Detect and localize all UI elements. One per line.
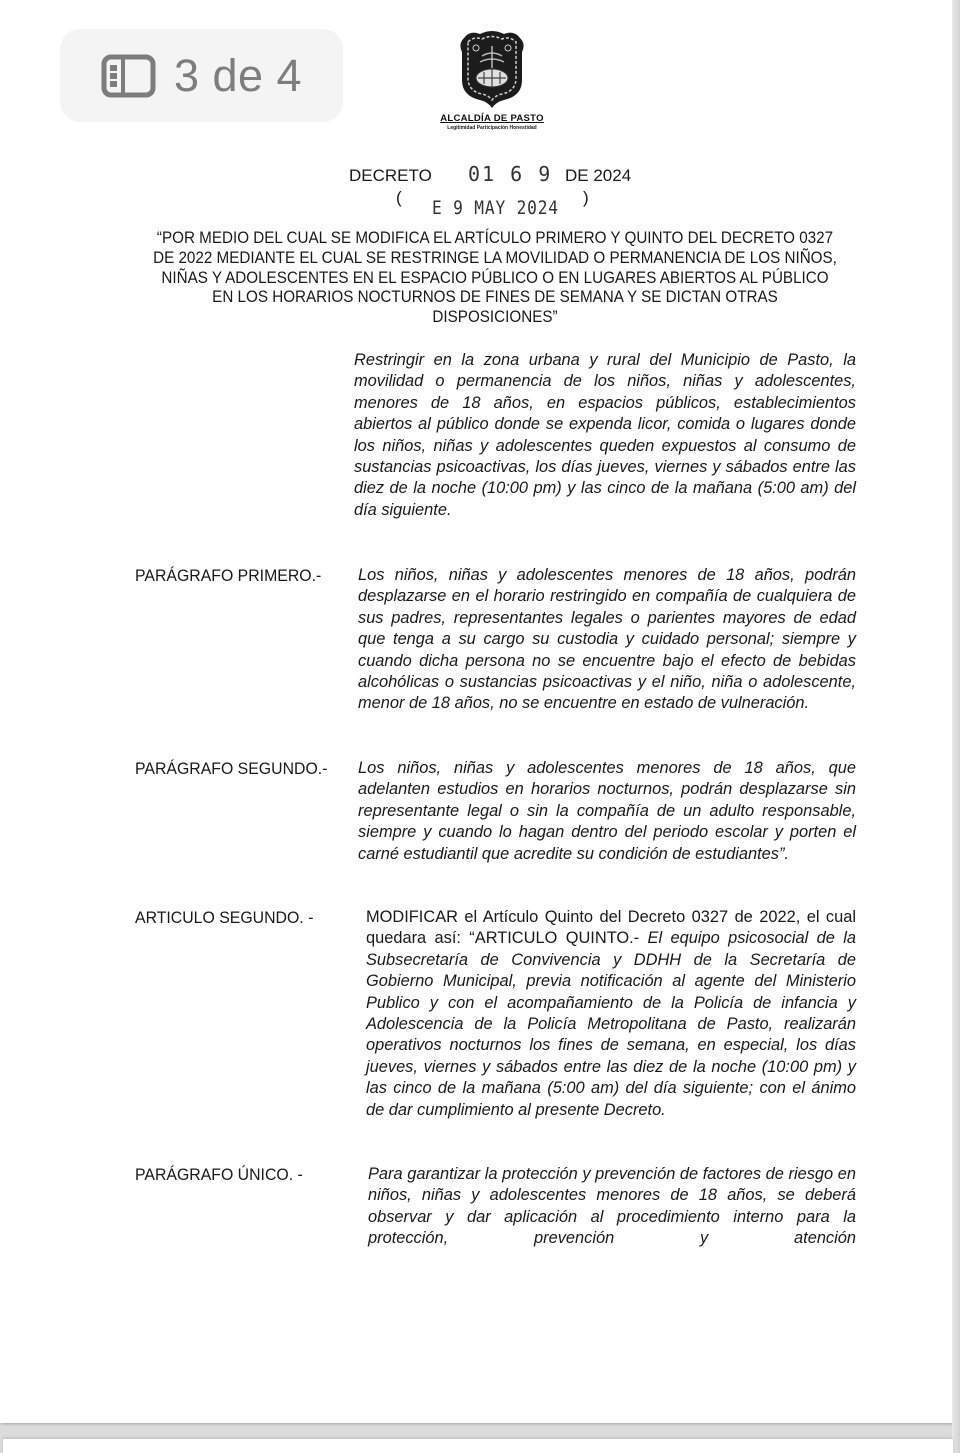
section-text: Para garantizar la protección y prevención de factores de riesgo en niños, niñas y adolescentes menores de 18 años, se deberá observar y dar aplicación al procedimiento interno para la protección, prevención y atención	[368, 1165, 856, 1248]
decree-title: “POR MEDIO DEL CUAL SE MODIFICA EL ARTÍCULO PRIMERO Y QUINTO DEL DECRETO 0327 DE 2022 MEDIANTE EL CUAL SE RESTRINGE LA MOVILIDAD O PERMANENCIA DE LOS NIÑOS, NIÑAS Y ADOLESCENTES EN EL ESPACIO PÚBLICO O EN LUGARES ABIERTOS AL PÚBLICO EN LOS HORARIOS NOCTURNOS DE FINES DE SEMANA Y SE DICTAN OTRAS DISPOSICIONES”	[153, 229, 837, 327]
sidebar-icon[interactable]	[101, 54, 156, 98]
section-text: Los niños, niñas y adolescentes menores de 18 años, que adelanten estudios en horarios nocturnos, podrán desplazarse sin representante legal o sin la compañía de un adulto responsable, siempre y cuando lo hagan dentro del periodo escolar y porten el carné estudiantil que acredite su condición de estudiantes”.	[358, 759, 856, 863]
decree-date-line	[0, 188, 952, 224]
logo-motto: Legitimidad Participación Honestidad	[447, 125, 537, 131]
page-indicator[interactable]	[60, 29, 343, 122]
page-indicator-label: 3 de 4	[173, 49, 303, 101]
article-intro: MODIFICAR el Artículo Quinto del Decreto 0327 de 2022, el cual quedara así: “ARTICULO QUINTO.-	[366, 908, 856, 948]
next-page-preview[interactable]	[3, 1439, 953, 1453]
decree-number-line	[0, 162, 952, 190]
article-body: El equipo psicosocial de la Subsecretaría de Convivencia y DDHH de la Secretaría de Gobierno Municipal, previa notificación al agente del Ministerio Publico y con el acompañamiento de la Policía de infancia y Adolescencia de la Policía Metropolitana de Pasto, realizarán operativos nocturnos los fines de semana, en especial, los días jueves, viernes y sábados entre las diez de la noche (10:00 pm) y las cinco de la mañana (5:00 am) del día siguiente; con el ánimo de dar cumplimiento al presente Decreto.	[366, 929, 856, 1119]
viewer-edge	[952, 0, 960, 1453]
paren-open: (	[396, 188, 402, 207]
alcaldia-logo	[437, 28, 547, 140]
section-text: Los niños, niñas y adolescentes menores de 18 años, podrán desplazarse en el horario restringido en compañía de cualquiera de sus padres, representantes legales o parientes mayores de edad que tenga a su cargo su custodia y cuidado personal; siempre y cuando dicha persona no se encuentre bajo el efecto de bebidas alcohólicas o sustancias psicoactivas y el niño, niña o adolescente, menor de 18 años, no se encuentre en estado de vulneración.	[358, 566, 856, 713]
coat-of-arms-icon	[456, 28, 528, 108]
section-label: PARÁGRAFO ÚNICO. -	[135, 1166, 303, 1184]
decree-word: DECRETO	[349, 166, 432, 185]
date-stamp: E 9 MAY 2024	[432, 197, 559, 219]
decree-year: DE 2024	[565, 166, 632, 185]
section-text	[366, 907, 856, 1121]
logo-name: ALCALDÍA DE PASTO	[440, 113, 544, 124]
section-text: Restringir en la zona urbana y rural del Municipio de Pasto, la movilidad o permanencia de los niños, niñas y adolescentes, menores de 18 años, en espacios públicos, establecimientos abiertos al público donde se expenda licor, comida o lugares donde los niños, niñas y adolescentes queden expuestos al consumo de sustancias psicoactivas, los días jueves, viernes y sábados entre las diez de la noche (10:00 pm) y las cinco de la mañana (5:00 am) del día siguiente.	[354, 351, 856, 519]
section-label: PARÁGRAFO PRIMERO.-	[135, 567, 322, 585]
paren-close: )	[583, 188, 589, 207]
section-label: ARTICULO SEGUNDO. -	[135, 909, 314, 927]
decree-number-stamp: 01 6 9	[468, 162, 553, 186]
section-label: PARÁGRAFO SEGUNDO.-	[135, 760, 328, 778]
